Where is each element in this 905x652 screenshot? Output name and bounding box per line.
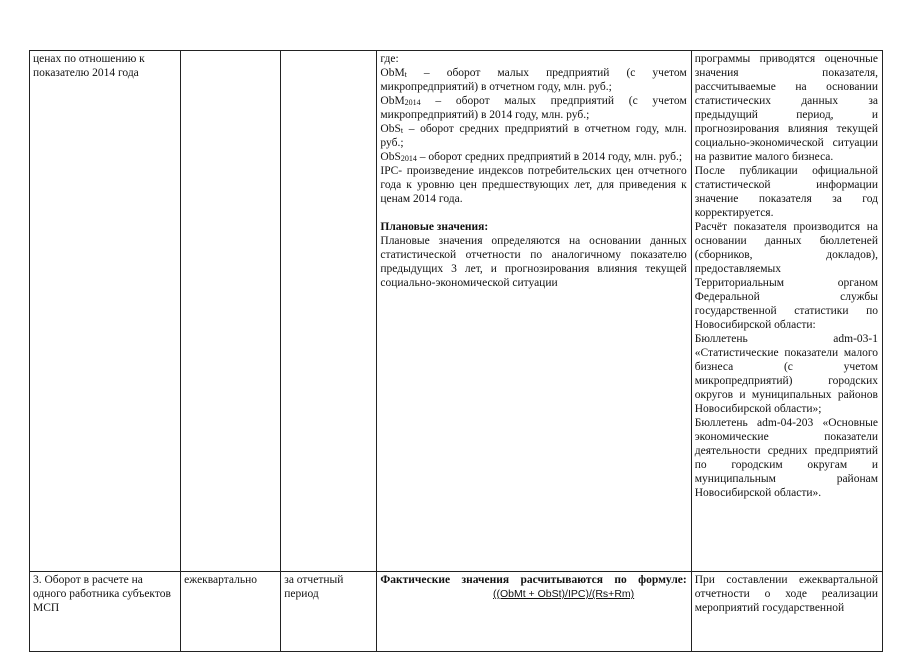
source-paragraph: При составлении ежеквартальной отчетности о ходе реализации мероприятий государственной	[694, 574, 878, 614]
definition-obs-t: ObS$_t$ – оборот средних предприятий в отчетном году, млн. руб.;	[380, 123, 687, 149]
where-label: где:	[380, 53, 399, 65]
source-paragraph: Бюллетень adm-03-1 «Статистические показатели малого бизнеса (с учетом микропредприятий) городских округов и муниципальных районов Новосибирской области»;	[694, 333, 878, 415]
turnover-formula: ((ObMt + ObSt)/IPC)/(Rs+Rm)	[492, 588, 635, 600]
actual-values-heading: Фактические значения расчитываются по формуле:	[380, 574, 687, 586]
plan-values-text: Плановые значения определяются на основании данных статистической отчетности по аналогичному показателю предыдущих 3 лет, и прогнозирования влияния текущей социально-экономической ситуации	[380, 235, 687, 289]
source-cell	[691, 51, 882, 572]
indicator-table	[29, 50, 883, 652]
periodicity-cell	[181, 51, 281, 572]
definition-obm-t: ObM$_t$ – оборот малых предприятий (с учетом микропредприятий) в отчетном году, млн. руб.;	[380, 67, 687, 93]
definition-obs-2014: ObS$_{2014}$ – оборот средних предприятий в 2014 году, млн. руб.;	[380, 151, 683, 163]
source-paragraph: программы приводятся оценочные значения показателя, рассчитываемые на основании статистических данных за предыдущий период, и прогнозирования влияния текущей социально-экономической ситуации на развитие малого бизнеса.	[694, 53, 878, 163]
indicator-name-text: 3. Оборот в расчете на одного работника субъектов МСП	[33, 574, 171, 614]
method-cell	[377, 51, 691, 572]
source-paragraph: Бюллетень adm-04-203 «Основные экономические показатели деятельности средних предприятий по городским округам и муниципальным районам Новосибирской области».	[694, 417, 878, 499]
indicator-name-cell	[30, 51, 181, 572]
period-text: за отчетный период	[284, 574, 344, 600]
source-paragraph: После публикации официальной статистической информации значение показателя за год корректируется.	[694, 165, 878, 219]
definition-ipc: IPC- произведение индексов потребительских цен отчетного года к уровню цен предшествующих лет, для приведения к ценам 2014 года.	[380, 165, 687, 205]
source-paragraph: Расчёт показателя производится на основании данных бюллетеней (сборников, докладов), предоставляемых	[694, 221, 878, 275]
table-row	[30, 51, 883, 572]
plan-values-heading: Плановые значения:	[380, 221, 489, 233]
period-cell	[281, 51, 377, 572]
periodicity-text: ежеквартально	[184, 574, 258, 586]
definition-obm-2014: ObM$_{2014}$ – оборот малых предприятий (с учетом микропредприятий) в 2014 году, млн. руб.;	[380, 95, 687, 121]
source-paragraph: Территориальным органом Федеральной службы государственной статистики по Новосибирской области:	[694, 277, 878, 331]
indicator-name-text: ценах по отношению к показателю 2014 года	[33, 53, 145, 79]
